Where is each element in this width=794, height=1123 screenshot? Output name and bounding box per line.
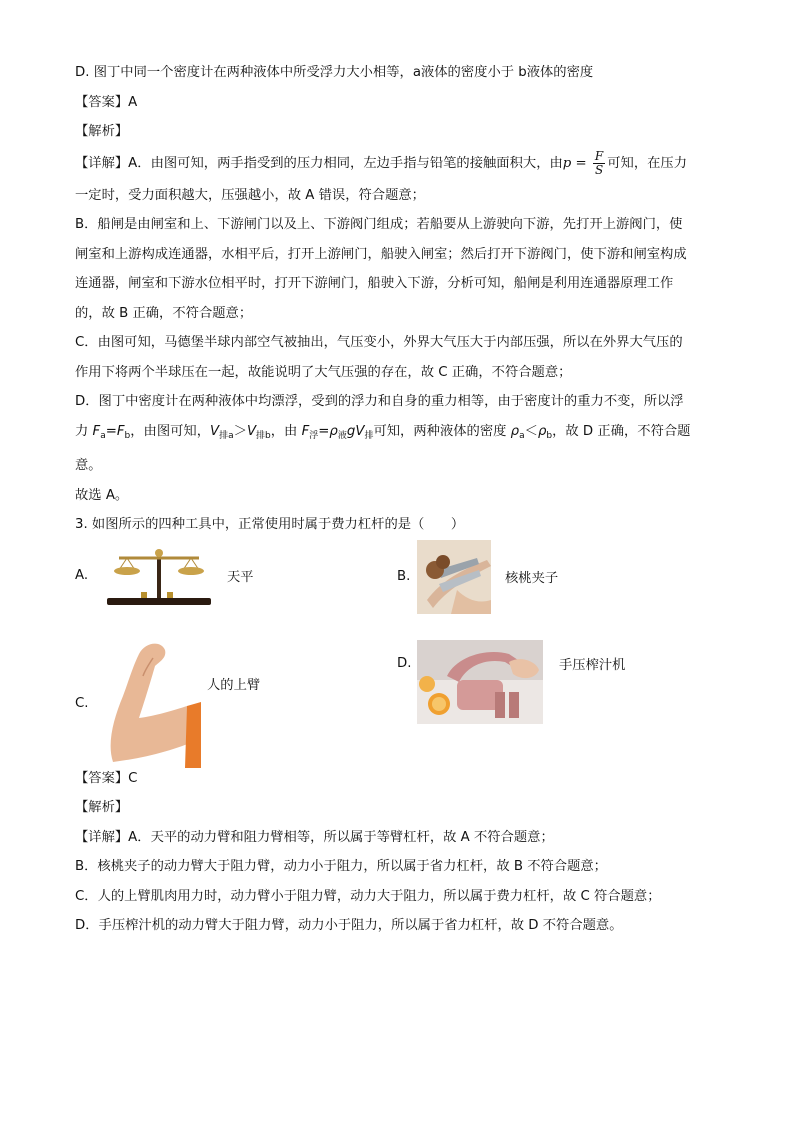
q3-analysis-heading: 【解析】 [75, 800, 129, 815]
option-a: A. 天平 [75, 546, 254, 606]
q2-detail-d: 力 $F_a=F_b$，由图可知，$V_{排a}>V_{排b}$，由 $F_浮=\rho_液gV_排$可知，两种液体的密度 $\rho_a<\rho_b$，故 D 正确，不符合题 [75, 423, 691, 441]
fraction: $\frac{F}{S}$ [594, 148, 604, 177]
q3-detail-d: D．手压榨汁机的动力臂大于阻力臂，动力小于阻力，所以属于省力杠杆，故 D 不符合题意。 [75, 918, 623, 933]
q2-detail-b2: 闸室和上游构成连通器，水相平后，打开上游闸门，船驶入闸室；然后打开下游阀门，使下游和闸室构成 [75, 246, 687, 262]
q3-answer: 【答案】C [75, 770, 138, 786]
option-d: D. 手压榨汁机 [397, 640, 625, 724]
q3-detail-b: B．核桃夹子的动力臂大于阻力臂，动力小于阻力，所以属于省力杠杆，故 B 不符合题意； [75, 859, 607, 874]
q2-detail-a2: 一定时，受力面积越大，压强越小，故 A 错误，符合题意； [75, 187, 425, 203]
nutcracker-image [417, 540, 491, 614]
q2-detail-d6: 意。 [75, 458, 102, 473]
q3-detail-c: C．人的上臂肌肉用力时，动力臂小于阻力臂，动力大于阻力，所以属于费力杠杆，故 C 符合题意； [75, 888, 661, 904]
q2-detail-a [75, 147, 725, 181]
q3-options-row-1 [75, 540, 725, 626]
q2-analysis-heading: 【解析】 [75, 124, 129, 139]
upper-arm-image [105, 640, 201, 768]
q2-detail-b4: 的，故 B 正确，不符合题意； [75, 305, 253, 321]
option-b: B. 核桃夹子 [397, 540, 558, 614]
q3-options-row-2 [75, 626, 725, 764]
q3-stem: 3. 如图所示的四种工具中，正常使用时属于费力杠杆的是（ ） [75, 517, 465, 532]
detail-a-pre: 【详解】A．由图可知，两手指受到的压力相同，左边手指与铅笔的接触面积大，由 [75, 155, 563, 171]
detail-a-post: 可知，在压力 [607, 155, 688, 171]
juicer-image [417, 640, 543, 724]
q2-option-d: D. 图丁中同一个密度计在两种液体中所受浮力大小相等，a液体的密度小于 b液体的密度 [75, 65, 594, 80]
q2-detail-b1: B．船闸是由闸室和上、下游闸门以及上、下游阀门组成；若船要从上游驶向下游，先打开上游阀门，使 [75, 217, 683, 232]
q2-detail-b3: 连通器，闸室和下游水位相平时，打开下游闸门，船驶入下游，分析可知，船闸是利用连通器原理工作 [75, 276, 674, 291]
q2-detail-c2: 作用下将两个半球压在一起，故能说明了大气压强的存在，故 C 正确，不符合题意； [75, 364, 572, 380]
document-page [75, 58, 725, 941]
q2-answer: 【答案】A [75, 94, 138, 110]
q2-choose: 故选 A。 [75, 487, 129, 503]
balance-scale-image [105, 546, 213, 606]
q3-detail-a: 【详解】A．天平的动力臂和阻力臂相等，所以属于等臂杠杆，故 A 不符合题意； [75, 829, 554, 845]
q2-detail-d0: D．图丁中密度计在两种液体中均漂浮，受到的浮力和自身的重力相等，由于密度计的重力不变，所以浮 [75, 394, 684, 409]
q2-detail-c1: C．由图可知，马德堡半球内部空气被抽出，气压变小，外界大气压大于内部压强，所以在外界大气压的 [75, 335, 683, 350]
pressure-formula: p = $\frac{F}{S}$ [562, 148, 604, 177]
option-c: C. 人的上臂 [75, 640, 260, 768]
